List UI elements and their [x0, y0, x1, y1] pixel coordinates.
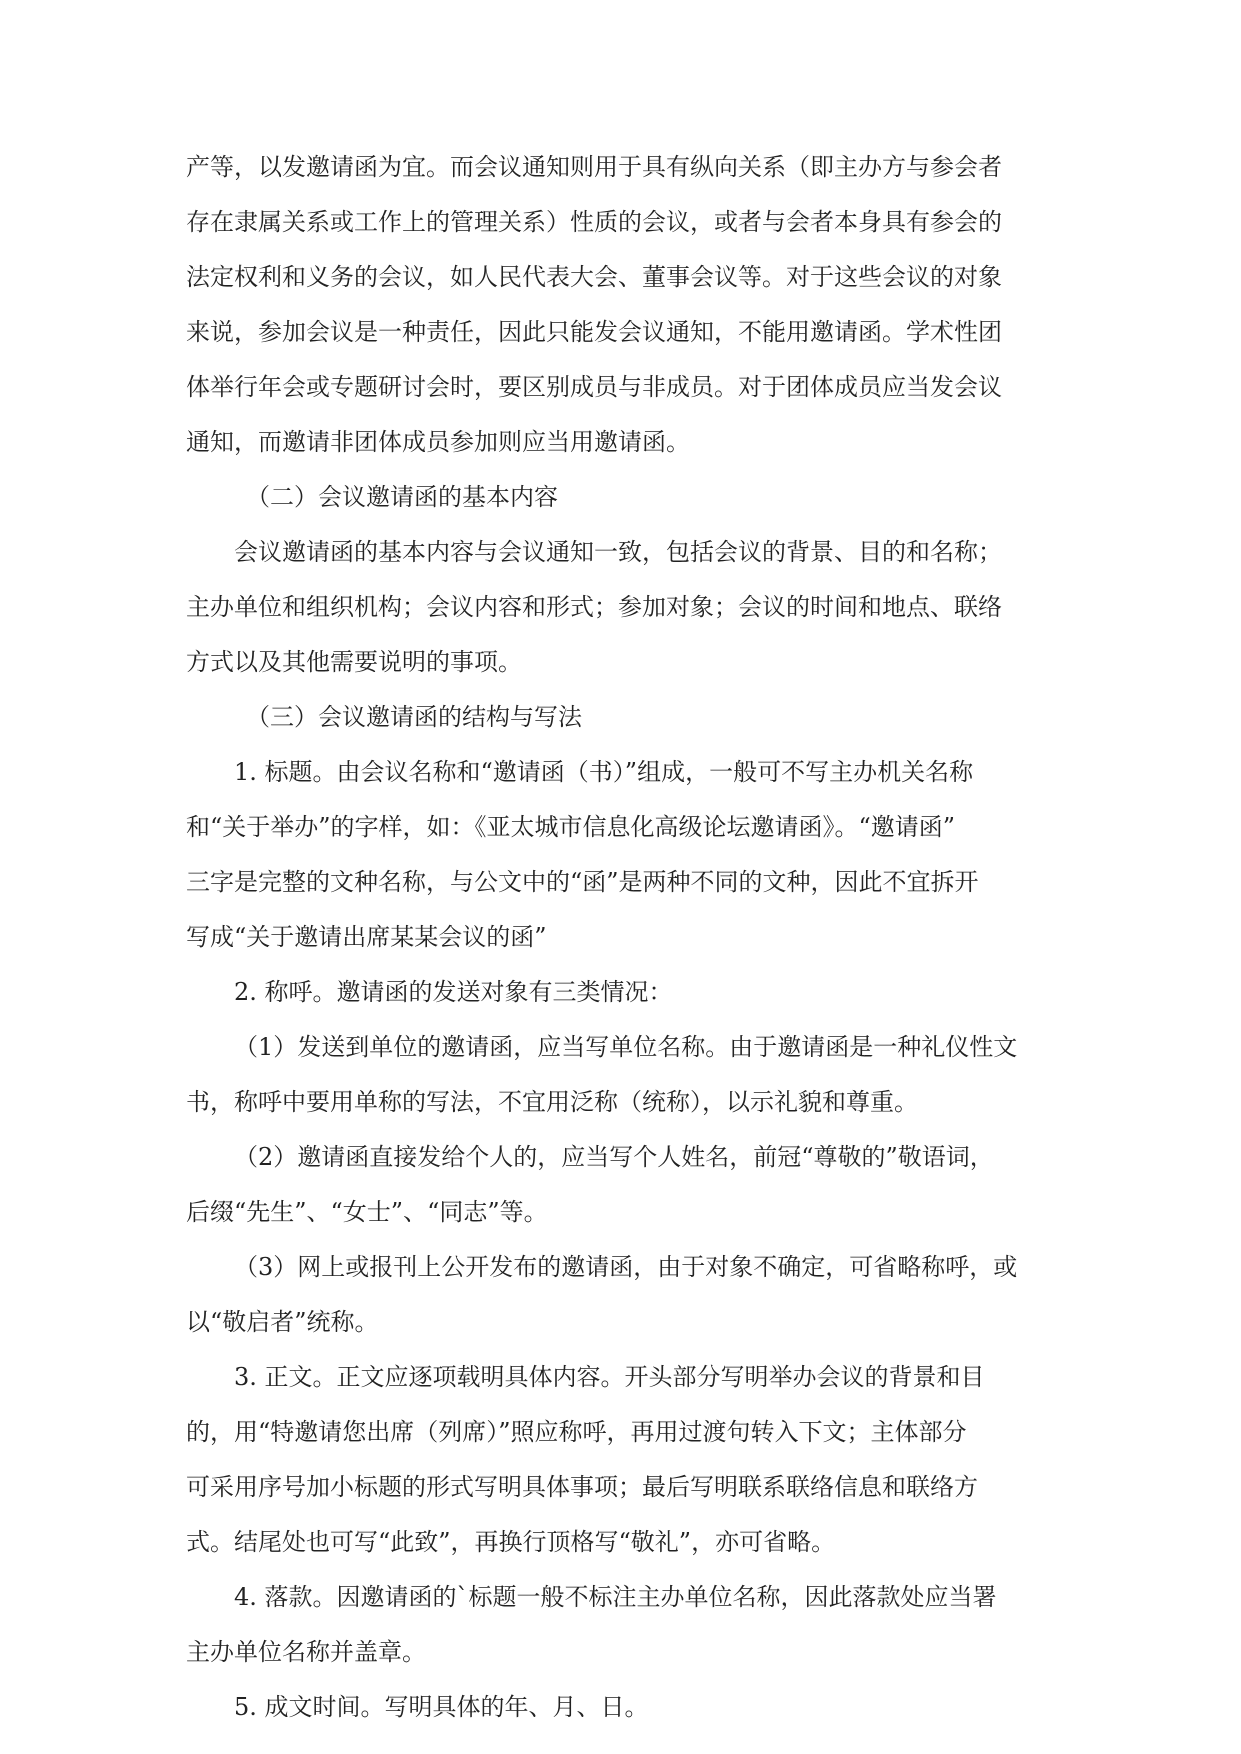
- text-line: 2. 称呼。邀请函的发送对象有三类情况：: [234, 978, 673, 1006]
- text-line: 写成“关于邀请出席某某会议的函”: [186, 923, 547, 951]
- text-line: 三字是完整的文种名称，与公文中的“函”是两种不同的文种，因此不宜拆开: [186, 868, 979, 896]
- text-line: 方式以及其他需要说明的事项。: [186, 648, 522, 676]
- text-line: 4. 落款。因邀请函的`标题一般不标注主办单位名称，因此落款处应当署: [234, 1583, 997, 1611]
- text-line: 的，用“特邀请您出席（列席）”照应称呼，再用过渡句转入下文；主体部分: [186, 1418, 967, 1446]
- text-line: 和“关于举办”的字样，如：《亚太城市信息化高级论坛邀请函》。“邀请函”: [186, 813, 956, 841]
- text-line: 体举行年会或专题研讨会时，要区别成员与非成员。对于团体成员应当发会议: [186, 373, 1002, 401]
- text-line: 主办单位名称并盖章。: [186, 1638, 426, 1666]
- text-line: 主办单位和组织机构；会议内容和形式；参加对象；会议的时间和地点、联络: [186, 593, 1002, 621]
- text-line: （3）网上或报刊上公开发布的邀请函，由于对象不确定，可省略称呼，或: [234, 1253, 1018, 1281]
- text-line: 来说，参加会议是一种责任，因此只能发会议通知，不能用邀请函。学术性团: [186, 318, 1002, 346]
- text-line: （1）发送到单位的邀请函，应当写单位名称。由于邀请函是一种礼仪性文: [234, 1033, 1018, 1061]
- document-body: [186, 140, 1066, 1735]
- text-line: 产等，以发邀请函为宜。而会议通知则用于具有纵向关系（即主办方与参会者: [186, 153, 1002, 181]
- section-heading: （二）会议邀请函的基本内容: [246, 483, 558, 511]
- text-line: 1. 标题。由会议名称和“邀请函（书）”组成，一般可不写主办机关名称: [234, 758, 974, 786]
- text-line: 3. 正文。正文应逐项载明具体内容。开头部分写明举办会议的背景和目: [234, 1363, 985, 1391]
- text-line: 法定权利和义务的会议，如人民代表大会、董事会议等。对于这些会议的对象: [186, 263, 1002, 291]
- text-line: 书，称呼中要用单称的写法，不宜用泛称（统称），以示礼貌和尊重。: [186, 1088, 918, 1116]
- text-line: 存在隶属关系或工作上的管理关系）性质的会议，或者与会者本身具有参会的: [186, 208, 1002, 236]
- text-line: 5. 成文时间。写明具体的年、月、日。: [234, 1693, 649, 1721]
- text-line: 式。结尾处也可写“此致”，再换行顶格写“敬礼”，亦可省略。: [186, 1528, 836, 1556]
- text-line: 可采用序号加小标题的形式写明具体事项；最后写明联系联络信息和联络方: [186, 1473, 978, 1501]
- text-line: 会议邀请函的基本内容与会议通知一致，包括会议的背景、目的和名称；: [234, 538, 1002, 566]
- text-line: 后缀“先生”、“女士”、“同志”等。: [186, 1198, 548, 1226]
- text-line: （2）邀请函直接发给个人的，应当写个人姓名，前冠“尊敬的”敬语词，: [234, 1143, 994, 1171]
- section-heading: （三）会议邀请函的结构与写法: [246, 703, 582, 731]
- text-line: 以“敬启者”统称。: [186, 1308, 379, 1336]
- text-line: 通知，而邀请非团体成员参加则应当用邀请函。: [186, 428, 690, 456]
